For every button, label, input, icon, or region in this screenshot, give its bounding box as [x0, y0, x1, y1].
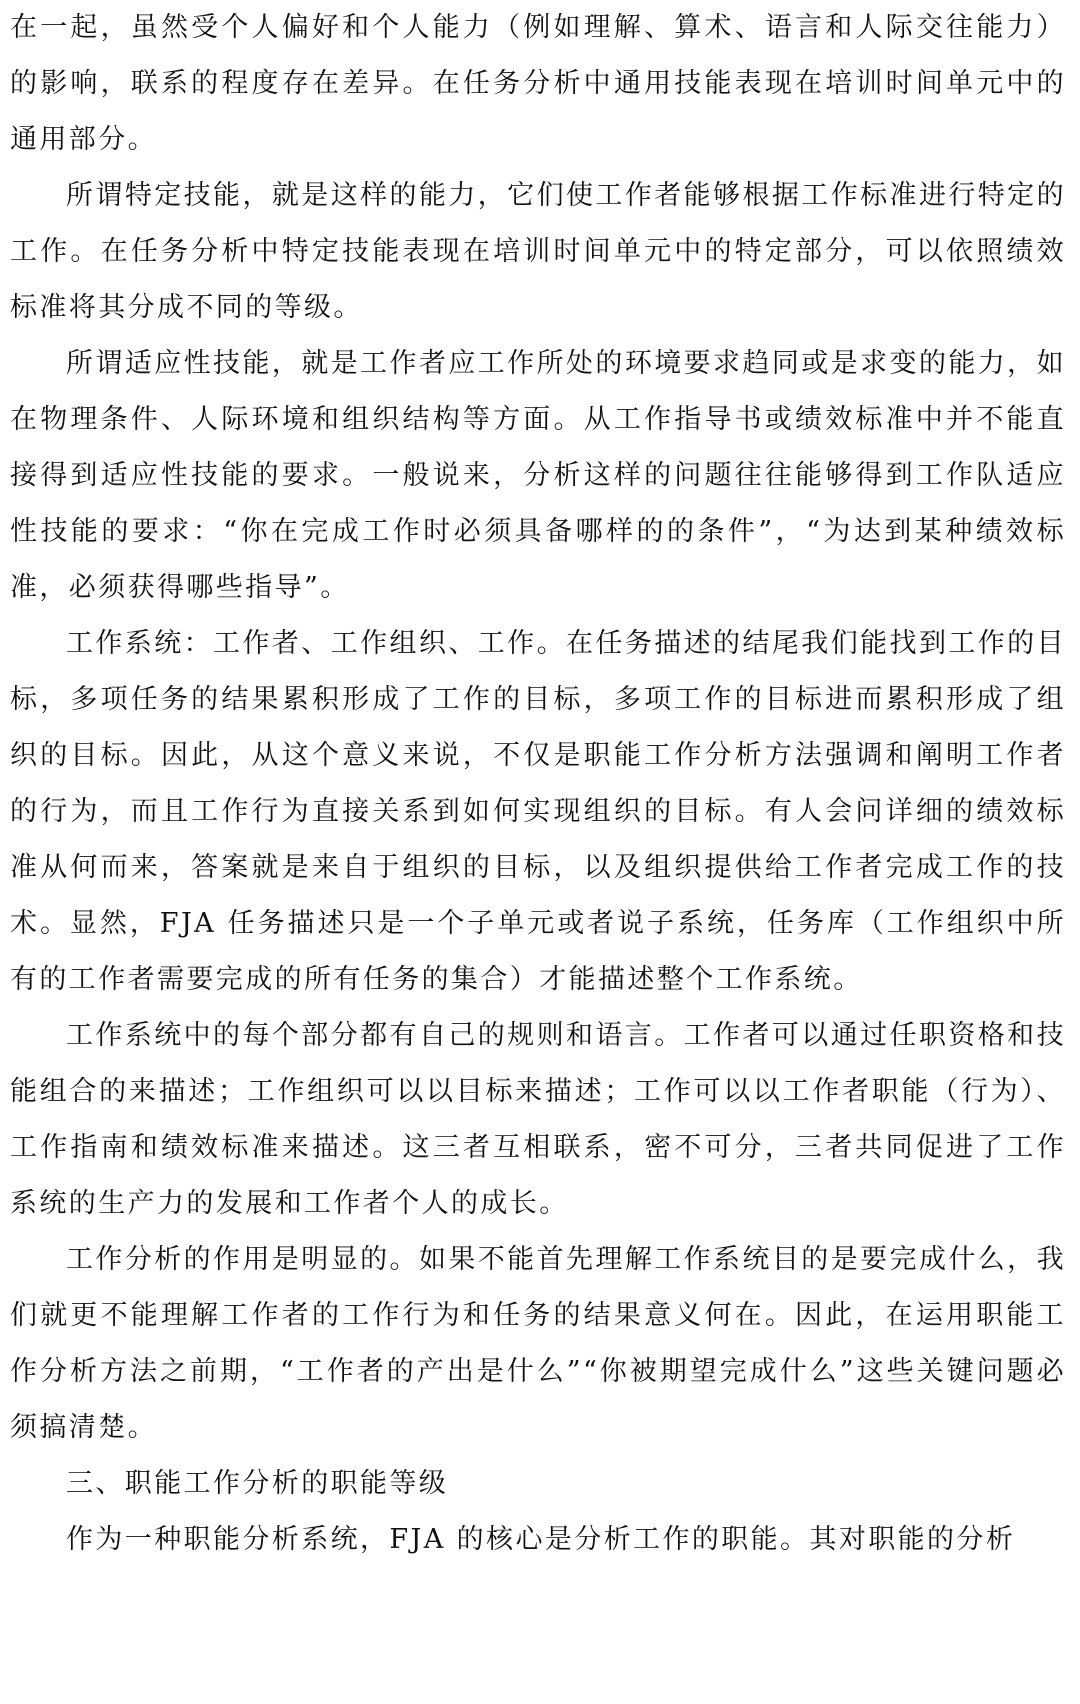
paragraph-continuation: 在一起，虽然受个人偏好和个人能力（例如理解、算术、语言和人际交往能力）的影响，联系的程度存在差异。在任务分析中通用技能表现在培训时间单元中的通用部分。: [10, 12, 1066, 155]
paragraph-work-system: 工作系统：工作者、工作组织、工作。在任务描述的结尾我们能找到工作的目标，多项任务的结果累积形成了工作的目标，多项工作的目标进而累积形成了组织的目标。因此，从这个意义来说，不仅是职能工作分析方法强调和阐明工作者的行为，而且工作行为直接关系到如何实现组织的目标。有人会问详细的绩效标准从何而来，答案就是来自于组织的目标，以及组织提供给工作者完成工作的技术。显然，FJA 任务描述只是一个子单元或者说子系统，任务库（工作组织中所有的工作者需要完成的所有任务的集合）才能描述整个工作系统。: [10, 628, 1066, 995]
paragraph-work-system-rules: 工作系统中的每个部分都有自己的规则和语言。工作者可以通过任职资格和技能组合的来描述；工作组织可以以目标来描述；工作可以以工作者职能（行为）、工作指南和绩效标准来描述。这三者互相联系，密不可分，三者共同促进了工作系统的生产力的发展和工作者个人的成长。: [10, 1020, 1066, 1219]
paragraph-fja-core: 作为一种职能分析系统，FJA 的核心是分析工作的职能。其对职能的分析: [66, 1524, 1016, 1555]
paragraph-specific-skills: 所谓特定技能，就是这样的能力，它们使工作者能够根据工作标准进行特定的工作。在任务分析中特定技能表现在培训时间单元中的特定部分，可以依照绩效标准将其分成不同的等级。: [10, 180, 1066, 323]
paragraph-job-analysis-role: 工作分析的作用是明显的。如果不能首先理解工作系统目的是要完成什么，我们就更不能理解工作者的工作行为和任务的结果意义何在。因此，在运用职能工作分析方法之前期，“工作者的产出是什么”“你被期望完成什么”这些关键问题必须搞清楚。: [10, 1244, 1066, 1443]
paragraph-adaptive-skills: 所谓适应性技能，就是工作者应工作所处的环境要求趋同或是求变的能力，如在物理条件、人际环境和组织结构等方面。从工作指导书或绩效标准中并不能直接得到适应性技能的要求。一般说来，分析这样的问题往往能够得到工作队适应性技能的要求：“你在完成工作时必须具备哪样的的条件”，“为达到某种绩效标准，必须获得哪些指导”。: [10, 348, 1066, 603]
section-heading: 三、职能工作分析的职能等级: [66, 1468, 449, 1499]
